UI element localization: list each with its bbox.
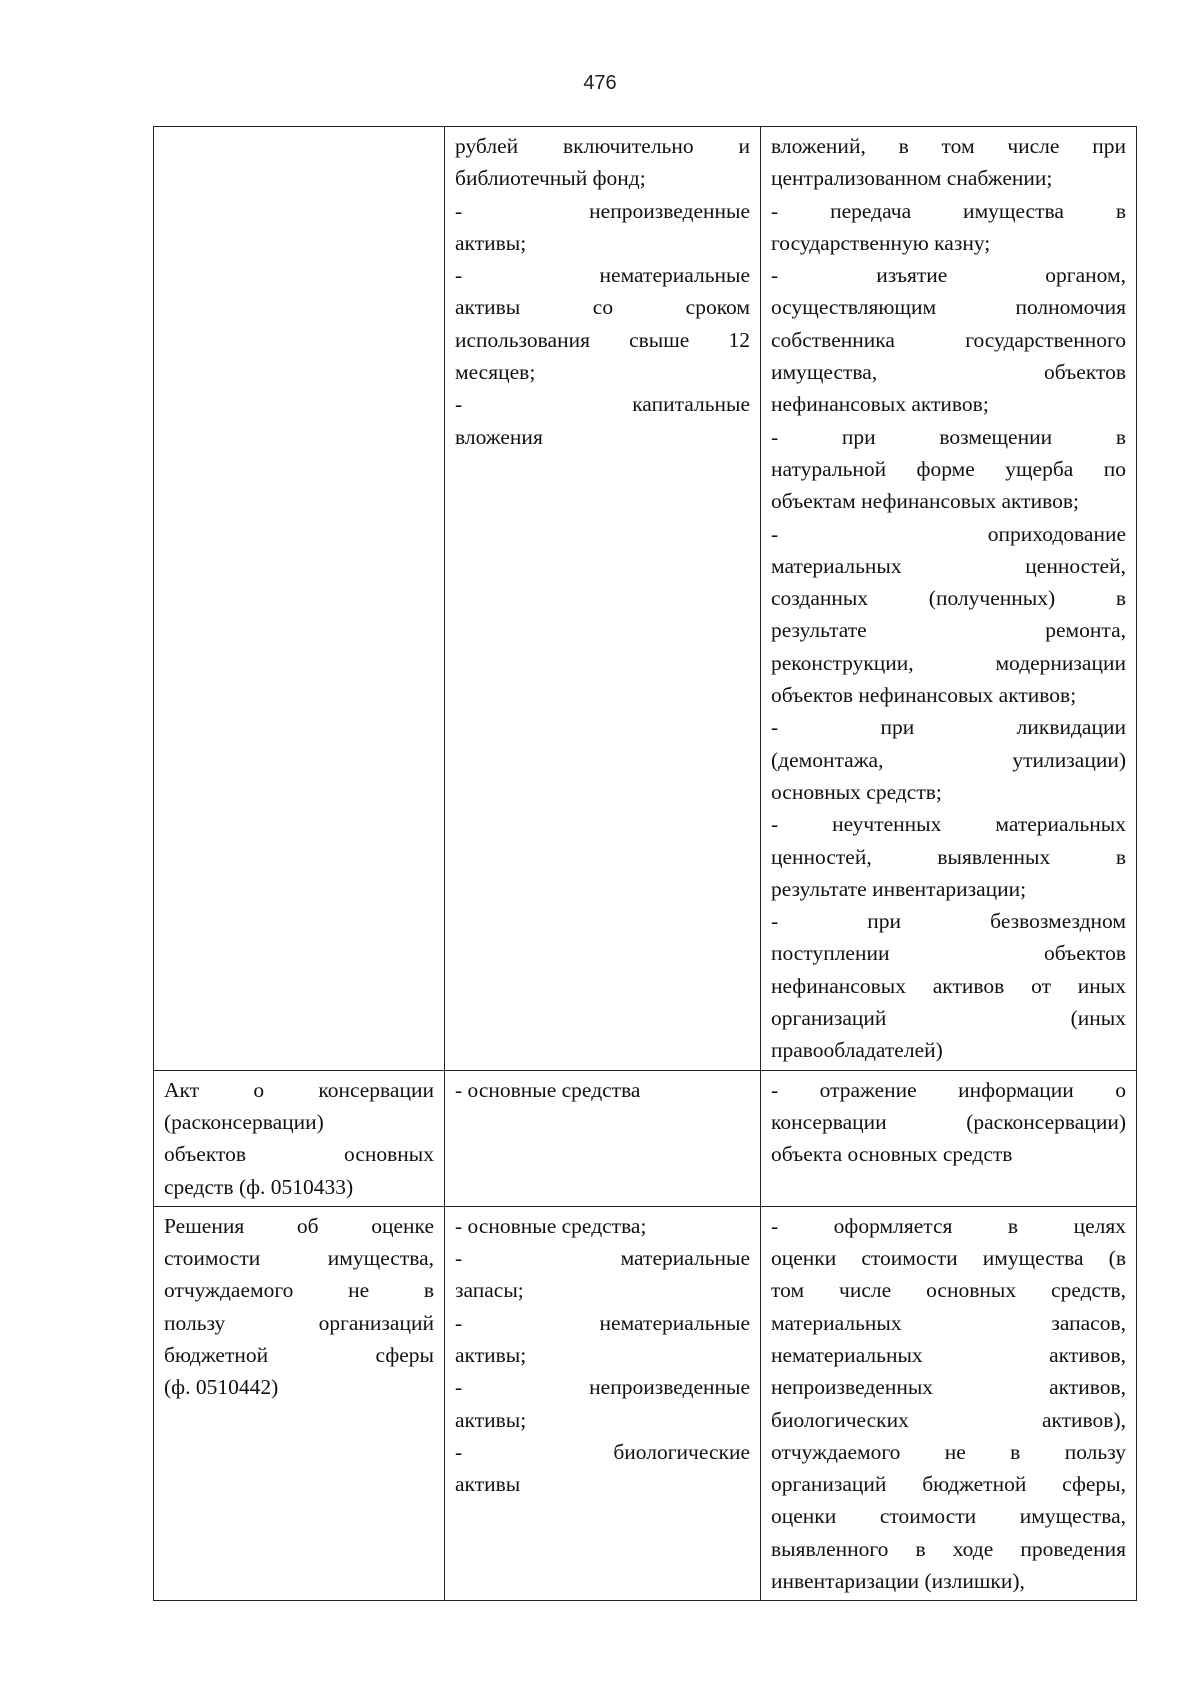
text-line: - при безвозмездном (771, 909, 1126, 934)
text-line: (ф. 0510442) (164, 1375, 279, 1400)
text-line: - основные средства (455, 1077, 641, 1102)
purpose-cell (761, 1070, 1137, 1206)
text-line: результате ремонта, (771, 618, 1126, 643)
text-line: - основные средства; (455, 1213, 647, 1238)
text-line: месяцев; (455, 360, 536, 385)
table-row (154, 1206, 1137, 1601)
text-line: - изъятие органом, (771, 263, 1126, 288)
text-line: материальных ценностей, (771, 553, 1126, 578)
text-line: материальных запасов, (771, 1310, 1126, 1335)
text-line: объекта основных средств (771, 1142, 1013, 1167)
text-line: созданных (полученных) в (771, 586, 1126, 611)
purpose-cell (761, 127, 1137, 1071)
text-line: - биологические (455, 1439, 750, 1464)
accounting-objects-cell (445, 1206, 761, 1601)
text-line: государственную казну; (771, 230, 991, 255)
text-line: имущества, объектов (771, 360, 1126, 385)
text-line: пользу организаций (164, 1310, 434, 1335)
document-name-cell (154, 1206, 445, 1601)
accounting-objects-cell (445, 127, 761, 1071)
text-line: использования свыше 12 (455, 327, 750, 352)
text-line: рублей включительно и (455, 134, 750, 158)
text-line: отчуждаемого не в пользу (771, 1439, 1126, 1464)
text-line: натуральной форме ущерба по (771, 456, 1126, 481)
text-line: объектов основных (164, 1142, 434, 1167)
text-line: библиотечный фонд; (455, 166, 646, 191)
text-line: Акт о консервации (164, 1077, 434, 1102)
table-row (154, 127, 1137, 1071)
text-line: - отражение информации о (771, 1077, 1126, 1102)
text-line: отчуждаемого не в (164, 1278, 434, 1303)
text-line: нематериальных активов, (771, 1342, 1126, 1367)
text-line: оценки стоимости имущества (в (771, 1246, 1126, 1271)
text-line: - непроизведенные (455, 1375, 750, 1400)
text-line: основных средств; (771, 779, 942, 804)
text-line: активы; (455, 230, 527, 255)
text-line: (демонтажа, утилизации) (771, 747, 1126, 772)
text-line: - оформляется в целях (771, 1213, 1126, 1238)
text-line: объектов нефинансовых активов; (771, 683, 1077, 708)
text-line: Решения об оценке (164, 1213, 434, 1238)
document-name-cell (154, 127, 445, 1071)
text-line: инвентаризации (излишки), (771, 1569, 1025, 1594)
text-line: активы; (455, 1342, 527, 1367)
text-line: активы со сроком (455, 295, 750, 320)
text-line: результате инвентаризации; (771, 876, 1027, 901)
text-line: биологических активов), (771, 1407, 1126, 1432)
text-line: централизованном снабжении; (771, 166, 1053, 191)
text-line: - при ликвидации (771, 715, 1126, 740)
text-line: - неучтенных материальных (771, 812, 1126, 837)
text-line: ценностей, выявленных в (771, 844, 1126, 869)
text-line: нефинансовых активов; (771, 392, 989, 417)
text-line: активы; (455, 1407, 527, 1432)
text-line: нефинансовых активов от иных (771, 973, 1126, 998)
text-line: правообладателей) (771, 1038, 943, 1063)
text-line: осуществляющим полномочия (771, 295, 1126, 320)
text-line: том числе основных средств, (771, 1278, 1126, 1303)
text-line: - при возмещении в (771, 424, 1126, 449)
text-line: поступлении объектов (771, 941, 1126, 966)
text-line: - нематериальные (455, 1310, 750, 1335)
document-name-cell (154, 1070, 445, 1206)
text-line: организаций (иных (771, 1006, 1126, 1031)
purpose-cell (761, 1206, 1137, 1601)
text-line: вложений, в том числе при (771, 134, 1126, 158)
text-line: непроизведенных активов, (771, 1375, 1126, 1400)
text-line: выявленного в ходе проведения (771, 1536, 1126, 1561)
page-number: 476 (583, 72, 617, 94)
text-line: реконструкции, модернизации (771, 650, 1126, 675)
text-line: - непроизведенные (455, 198, 750, 223)
text-line: оценки стоимости имущества, (771, 1504, 1126, 1529)
text-line: - материальные (455, 1246, 750, 1271)
text-line: объектам нефинансовых активов; (771, 489, 1079, 514)
text-line: собственника государственного (771, 327, 1126, 352)
text-line: консервации (расконсервации) (771, 1109, 1126, 1134)
text-line: (расконсервации) (164, 1109, 324, 1134)
text-line: вложения (455, 424, 543, 449)
text-line: активы (455, 1472, 521, 1497)
text-line: - передача имущества в (771, 198, 1126, 223)
accounting-objects-cell (445, 1070, 761, 1206)
text-line: - оприходование (771, 521, 1126, 546)
text-line: бюджетной сферы (164, 1342, 434, 1367)
text-line: средств (ф. 0510433) (164, 1174, 354, 1199)
text-line: организаций бюджетной сферы, (771, 1472, 1126, 1497)
text-line: - нематериальные (455, 263, 750, 288)
table-row (154, 1070, 1137, 1206)
document-table (153, 126, 1137, 1601)
text-line: - капитальные (455, 392, 750, 417)
text-line: запасы; (455, 1278, 524, 1303)
text-line: стоимости имущества, (164, 1246, 434, 1271)
